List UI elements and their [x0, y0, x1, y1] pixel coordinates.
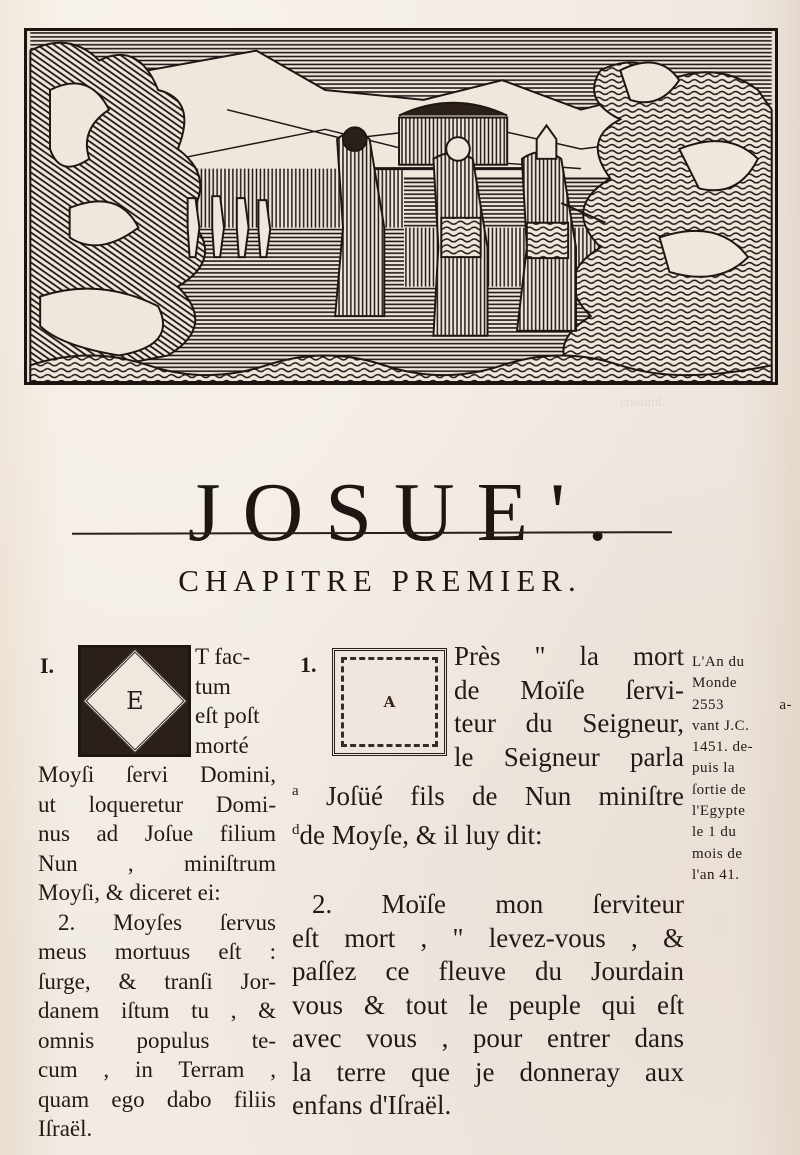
note-line: vant J.C.	[692, 717, 750, 734]
book-title: JOSUE'.	[187, 466, 631, 560]
footnote-marker-a: a	[292, 783, 299, 799]
french-verse-1-number: 1.	[300, 652, 317, 677]
latin-initial-side-text	[195, 642, 275, 760]
text-line: Moyſi ſervi Domini,	[38, 762, 276, 787]
text-line: omnis populus te-	[38, 1027, 276, 1053]
text-line: ſurge, & tranſi Jor-	[38, 968, 276, 994]
text-line: Iſraël.	[38, 1116, 93, 1141]
chapter-title: CHAPITRE PREMIER.	[178, 563, 582, 598]
initial-diamond-ornament	[82, 649, 187, 754]
text-line: quam ego dabo filiis	[38, 1086, 276, 1112]
note-line: 1451. de-	[692, 739, 754, 756]
initial-letter-e: E	[125, 687, 144, 715]
text-line: cum , in Terram ,	[38, 1057, 276, 1082]
french-column-body	[292, 775, 684, 852]
text-line: ut loqueretur Domi-	[38, 791, 276, 817]
decorated-initial-e	[78, 645, 191, 757]
text-line: eſt mort , " levez-vous , &	[292, 922, 684, 953]
footnote-marker-d: d	[292, 821, 300, 838]
note-line: L'An du	[692, 654, 745, 670]
text-line: avec vous , pour entrer dans	[292, 1023, 684, 1053]
note-line: l'an 41.	[692, 866, 740, 883]
text-line: nus ad Joſue filium	[38, 821, 276, 846]
initial-letter-a: A	[383, 693, 396, 711]
note-line: mois de	[692, 845, 743, 862]
text-line: tum	[195, 673, 231, 699]
text-line: enfans d'Iſraël.	[292, 1090, 452, 1120]
note-line: 2553 a-	[692, 696, 792, 713]
text-line: eſt poſt	[195, 703, 260, 728]
text-line: Moyſi, & diceret ei:	[38, 880, 221, 905]
text-line: 2. Moïſe mon ſerviteur	[312, 889, 684, 919]
text-line: vous & tout le peuple qui eſt	[292, 989, 684, 1020]
text-line: de Moïſe ſervi-	[454, 674, 684, 705]
text-line: paſſez ce fleuve du Jourdain	[292, 956, 684, 986]
text-line: meus mortuus eſt :	[38, 939, 276, 964]
text-line	[292, 814, 684, 853]
note-line: le 1 du	[692, 824, 737, 841]
text-line: danem iſtum tu , &	[38, 998, 276, 1023]
text-line	[292, 775, 684, 814]
text-line: 2. Moyſes ſervus	[58, 909, 276, 935]
text-line: Nun , miniſtrum	[38, 850, 276, 876]
ark-crossing-jordan-engraving	[27, 31, 775, 382]
text-line: teur du Seigneur,	[454, 708, 684, 738]
text-line: T fac-	[195, 644, 251, 669]
latin-column-body	[38, 760, 276, 1144]
text-line: la terre que je donneray aux	[292, 1056, 684, 1087]
bleed-through-text: courant.	[620, 395, 666, 410]
note-line: Monde	[692, 675, 737, 692]
text-line-content: de Moyſe, & il luy dit:	[299, 819, 543, 850]
marginal-chronology-note	[692, 652, 792, 886]
text-line: morté	[195, 732, 249, 758]
french-verse-2	[292, 888, 684, 1123]
latin-verse-1-number: I.	[40, 653, 55, 678]
decorated-initial-a	[332, 648, 447, 756]
text-line: le Seigneur parla	[454, 741, 684, 772]
note-line: puis la	[692, 760, 736, 777]
initial-frame-ornament	[341, 657, 438, 747]
woodcut-illustration	[24, 28, 778, 385]
note-line: ſortie de	[692, 781, 747, 798]
french-initial-side-text	[454, 640, 684, 774]
text-line-content: Joſüé fils de Nun miniſtre	[325, 781, 684, 811]
note-line: l'Egypte	[692, 803, 746, 820]
text-line: Près " la mort	[454, 641, 684, 671]
